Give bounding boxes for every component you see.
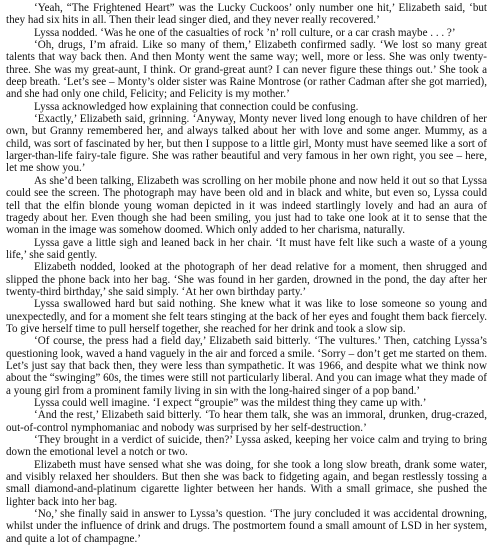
paragraph: Lyssa acknowledged how explaining that connection could be confusing. bbox=[34, 100, 359, 113]
paragraph: ‘And the rest,’ Elizabeth said bitterly. ‘To hear them talk, she was an immoral, drunken, drug-crazed, out-of-control nymphomaniac and nobody was surprised by her self-destruction.’ bbox=[6, 409, 487, 434]
paragraph: Lyssa swallowed hard but said nothing. She knew what it was like to lose someone so young and unexpectedly, and for a moment she felt tears stinging at the back of her eyes and fought them back fiercely. To give herself time to pull herself together, she reached for her drink and took a slow sip. bbox=[6, 298, 487, 335]
paragraph: ‘No,’ she finally said in answer to Lyssa’s question. ‘The jury concluded it was accidental drowning, whilst under the influence of drink and drugs. The postmortem found a small amount of LSD in her system, and quite a lot of champagne.’ bbox=[6, 508, 487, 545]
paragraph: ‘Yeah, “The Frightened Heart” was the Lucky Cuckoos’ only number one hit,’ Elizabeth said, ‘but they had six hits in all. Then their lead singer died, and they never really recovered.’ bbox=[6, 2, 487, 27]
paragraph: ‘Oh, drugs, I’m afraid. Like so many of them,’ Elizabeth confirmed sadly. ‘We lost so many great talents that way back then. And then Monty went the same way; well, more or less. She was only twenty-three. She was my great-aunt, I think. Or grand-great aunt? I can never figure these things out.’ She took a deep breath. ‘Let’s see – Monty’s older sister was Raine Montrose (or rather Cadman after she got married), and she had only one child, Felicity; and Felicity is my mother.’ bbox=[6, 39, 487, 101]
paragraph: Elizabeth nodded, looked at the photograph of her dead relative for a moment, then shrugged and slipped the phone back into her bag. ‘She was found in her garden, drowned in the pond, the day after her twenty-third birthday,’ she said simply. ‘At her own birthday party.’ bbox=[6, 261, 487, 298]
paragraph: ‘Of course, the press had a field day,’ Elizabeth said bitterly. ‘The vultures.’ Then, catching Lyssa’s questioning look, waved a hand vaguely in the air and forced a smile. ‘Sorry – don’t get me started on them. Let’s just say that back then, they were less than sympathetic. It was 1966, and despite what we think now about the “swinging” 60s, the times were still not particularly liberal. And you can image what they made of a young girl from a prominent family living in sin with the long-haired singer of a pop band.’ bbox=[6, 335, 487, 397]
paragraph: ‘Exactly,’ Elizabeth said, grinning. ‘Anyway, Monty never lived long enough to have children of her own, but Granny remembered her, and always talked about her with love and some anger. Mummy, as a child, was sort of fascinated by her, but then I suppose to a little girl, Monty must have seemed like a sort of larger-than-life fairy-tale figure. She was rather beautiful and very famous in her own right, you see – here, let me show you.’ bbox=[6, 113, 487, 175]
paragraph: Lyssa nodded. ‘Was he one of the casualties of rock ’n’ roll culture, or a car crash maybe . . . ?’ bbox=[34, 26, 456, 39]
paragraph: Elizabeth must have sensed what she was doing, for she took a long slow breath, drank some water, and visibly relaxed her shoulders. But then she was back to fidgeting again, and began restlessly tossing a small diamond-and-platinum cigarette lighter between her hands. With a small grimace, she pushed the lighter back into her bag. bbox=[6, 458, 487, 508]
paragraph: Lyssa gave a little sigh and leaned back in her chair. ‘It must have felt like such a waste of a young life,’ she said gently. bbox=[6, 236, 487, 261]
paragraph: ‘They brought in a verdict of suicide, then?’ Lyssa asked, keeping her voice calm and trying to bring down the emotional level a notch or two. bbox=[6, 434, 487, 459]
paragraph: Lyssa could well imagine. ‘I expect “groupie” was the mildest thing they came up with.’ bbox=[34, 397, 427, 409]
paragraph: As she’d been talking, Elizabeth was scrolling on her mobile phone and now held it out so that Lyssa could see the screen. The photograph may have been old and in black and white, but even so, Lyssa could tell that the elfin blonde young woman depicted in it was indeed startlingly lovely and had an aura of tragedy about her. Even though she had been smiling, you just had to take one look at it to sense that the woman in the image was somehow doomed. Which only added to her charisma, naturally. bbox=[6, 174, 487, 237]
